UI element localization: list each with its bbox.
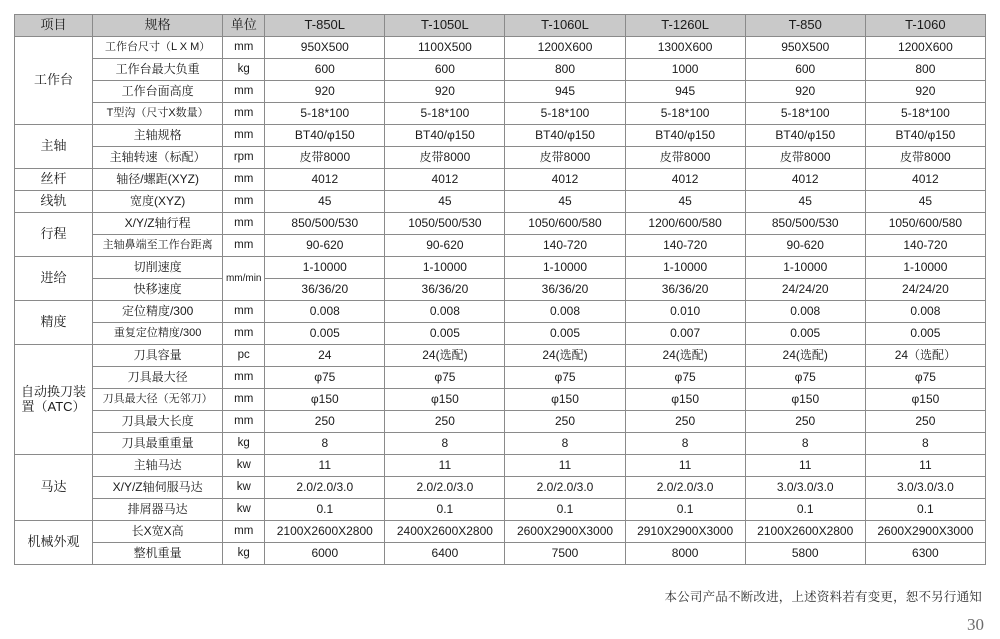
value-cell: 1-10000 — [625, 257, 745, 279]
value-cell: 850/500/530 — [745, 213, 865, 235]
page-number: 30 — [967, 615, 984, 634]
item-label: 主轴转速（标配） — [93, 147, 223, 169]
table-row — [15, 257, 986, 279]
header-cell-model-3: T-1060L — [505, 15, 625, 37]
unit-label: mm — [223, 521, 265, 543]
unit-label: mm — [223, 301, 265, 323]
value-cell: 4012 — [745, 169, 865, 191]
value-cell: 800 — [505, 59, 625, 81]
value-cell: 2600X2900X3000 — [865, 521, 985, 543]
unit-label: rpm — [223, 147, 265, 169]
item-label: 工作台尺寸（L X M） — [93, 37, 223, 59]
value-cell: 0.1 — [265, 499, 385, 521]
value-cell: 0.005 — [385, 323, 505, 345]
value-cell: 8 — [865, 433, 985, 455]
unit-label: mm — [223, 37, 265, 59]
value-cell: 0.008 — [265, 301, 385, 323]
value-cell: 600 — [265, 59, 385, 81]
value-cell: 920 — [865, 81, 985, 103]
unit-label: mm — [223, 323, 265, 345]
value-cell: 45 — [745, 191, 865, 213]
value-cell: 24(选配) — [385, 345, 505, 367]
value-cell: 11 — [505, 455, 625, 477]
value-cell: 0.008 — [865, 301, 985, 323]
value-cell: 1050/500/530 — [385, 213, 505, 235]
header-cell-model-4: T-1260L — [625, 15, 745, 37]
item-label: 切削速度 — [93, 257, 223, 279]
value-cell: 24/24/20 — [745, 279, 865, 301]
value-cell: 250 — [385, 411, 505, 433]
specification-table — [14, 14, 986, 565]
value-cell: φ75 — [745, 367, 865, 389]
value-cell: 5-18*100 — [625, 103, 745, 125]
value-cell: 4012 — [505, 169, 625, 191]
value-cell: BT40/φ150 — [745, 125, 865, 147]
value-cell: 800 — [865, 59, 985, 81]
table-header-row — [15, 15, 986, 37]
value-cell: 2.0/2.0/3.0 — [625, 477, 745, 499]
value-cell: φ75 — [505, 367, 625, 389]
table-row — [15, 169, 986, 191]
value-cell: BT40/φ150 — [625, 125, 745, 147]
value-cell: 2100X2600X2800 — [745, 521, 865, 543]
value-cell: BT40/φ150 — [865, 125, 985, 147]
value-cell: 250 — [865, 411, 985, 433]
unit-label: mm — [223, 191, 265, 213]
value-cell: 2.0/2.0/3.0 — [385, 477, 505, 499]
value-cell: 250 — [625, 411, 745, 433]
value-cell: 11 — [745, 455, 865, 477]
value-cell: 1200X600 — [865, 37, 985, 59]
value-cell: 250 — [505, 411, 625, 433]
value-cell: 90-620 — [745, 235, 865, 257]
unit-label: mm — [223, 169, 265, 191]
value-cell: 45 — [625, 191, 745, 213]
table-header — [15, 15, 986, 37]
value-cell: 140-720 — [865, 235, 985, 257]
table-row — [15, 125, 986, 147]
value-cell: 24/24/20 — [865, 279, 985, 301]
group-label-ballscrew: 丝杆 — [15, 169, 93, 191]
value-cell: 90-620 — [385, 235, 505, 257]
value-cell: φ75 — [265, 367, 385, 389]
value-cell: 1200/600/580 — [625, 213, 745, 235]
table-row — [15, 279, 986, 301]
value-cell: 36/36/20 — [505, 279, 625, 301]
value-cell: 1-10000 — [505, 257, 625, 279]
table-row — [15, 323, 986, 345]
value-cell: 皮带8000 — [625, 147, 745, 169]
group-label-atc: 自动换刀装置（ATC） — [15, 345, 93, 455]
item-label: 主轴鼻端至工作台距离 — [93, 235, 223, 257]
unit-label: mm — [223, 103, 265, 125]
group-label-spindle: 主轴 — [15, 125, 93, 169]
table-body — [15, 37, 986, 565]
item-label: 刀具容量 — [93, 345, 223, 367]
unit-label: kg — [223, 59, 265, 81]
group-label-feed: 进给 — [15, 257, 93, 301]
value-cell: 950X500 — [745, 37, 865, 59]
value-cell: 920 — [265, 81, 385, 103]
value-cell: 0.010 — [625, 301, 745, 323]
value-cell: 11 — [385, 455, 505, 477]
table-row — [15, 103, 986, 125]
item-label: 整机重量 — [93, 543, 223, 565]
table-row — [15, 411, 986, 433]
value-cell: 24（选配） — [865, 345, 985, 367]
value-cell: 5800 — [745, 543, 865, 565]
item-label: 主轴规格 — [93, 125, 223, 147]
value-cell: 250 — [745, 411, 865, 433]
value-cell: 2910X2900X3000 — [625, 521, 745, 543]
value-cell: 950X500 — [265, 37, 385, 59]
value-cell: 90-620 — [265, 235, 385, 257]
value-cell: 0.008 — [385, 301, 505, 323]
value-cell: 0.005 — [265, 323, 385, 345]
value-cell: 24(选配) — [625, 345, 745, 367]
group-label-accuracy: 精度 — [15, 301, 93, 345]
item-label: 长X宽X高 — [93, 521, 223, 543]
value-cell: 2400X2600X2800 — [385, 521, 505, 543]
table-row — [15, 191, 986, 213]
table-row — [15, 521, 986, 543]
value-cell: 24(选配) — [505, 345, 625, 367]
value-cell: 皮带8000 — [865, 147, 985, 169]
value-cell: 45 — [865, 191, 985, 213]
value-cell: 8 — [385, 433, 505, 455]
table-row — [15, 543, 986, 565]
item-label: 排屑器马达 — [93, 499, 223, 521]
value-cell: 36/36/20 — [385, 279, 505, 301]
value-cell: BT40/φ150 — [505, 125, 625, 147]
value-cell: 0.007 — [625, 323, 745, 345]
header-cell-unit: 单位 — [223, 15, 265, 37]
value-cell: 0.008 — [745, 301, 865, 323]
value-cell: 24 — [265, 345, 385, 367]
value-cell: 1-10000 — [865, 257, 985, 279]
value-cell: 6000 — [265, 543, 385, 565]
value-cell: 皮带8000 — [505, 147, 625, 169]
unit-label: mm — [223, 367, 265, 389]
value-cell: 1200X600 — [505, 37, 625, 59]
value-cell: 0.005 — [745, 323, 865, 345]
unit-label: pc — [223, 345, 265, 367]
value-cell: 945 — [625, 81, 745, 103]
value-cell: 36/36/20 — [265, 279, 385, 301]
header-cell-model-5: T-850 — [745, 15, 865, 37]
value-cell: 0.1 — [745, 499, 865, 521]
item-label: 快移速度 — [93, 279, 223, 301]
value-cell: BT40/φ150 — [265, 125, 385, 147]
item-label: 工作台最大负重 — [93, 59, 223, 81]
value-cell: 1050/600/580 — [505, 213, 625, 235]
value-cell: 0.005 — [865, 323, 985, 345]
value-cell: 皮带8000 — [265, 147, 385, 169]
value-cell: 8 — [625, 433, 745, 455]
unit-label: kw — [223, 499, 265, 521]
value-cell: 11 — [625, 455, 745, 477]
unit-label: kg — [223, 433, 265, 455]
table-row — [15, 59, 986, 81]
header-cell-model-1: T-850L — [265, 15, 385, 37]
table-row — [15, 147, 986, 169]
value-cell: 2.0/2.0/3.0 — [505, 477, 625, 499]
item-label: 重复定位精度/300 — [93, 323, 223, 345]
value-cell: φ75 — [385, 367, 505, 389]
value-cell: 1100X500 — [385, 37, 505, 59]
item-label: 刀具最重重量 — [93, 433, 223, 455]
value-cell: 11 — [865, 455, 985, 477]
value-cell: 2100X2600X2800 — [265, 521, 385, 543]
table-row — [15, 389, 986, 411]
value-cell: 600 — [745, 59, 865, 81]
table-row — [15, 367, 986, 389]
value-cell: 4012 — [385, 169, 505, 191]
unit-label: kg — [223, 543, 265, 565]
unit-label: kw — [223, 455, 265, 477]
group-label-travel: 行程 — [15, 213, 93, 257]
group-label-linearguide: 线轨 — [15, 191, 93, 213]
unit-label: mm — [223, 235, 265, 257]
item-label: 刀具最大径 — [93, 367, 223, 389]
value-cell: φ75 — [625, 367, 745, 389]
value-cell: φ150 — [265, 389, 385, 411]
table-row — [15, 81, 986, 103]
header-cell-model-2: T-1050L — [385, 15, 505, 37]
value-cell: 4012 — [625, 169, 745, 191]
value-cell: 850/500/530 — [265, 213, 385, 235]
unit-label: mm — [223, 81, 265, 103]
value-cell: 1050/600/580 — [865, 213, 985, 235]
value-cell: 11 — [265, 455, 385, 477]
table-row — [15, 345, 986, 367]
value-cell: 45 — [505, 191, 625, 213]
value-cell: 45 — [385, 191, 505, 213]
value-cell: 2600X2900X3000 — [505, 521, 625, 543]
value-cell: 24(选配) — [745, 345, 865, 367]
unit-label: mm — [223, 125, 265, 147]
value-cell: 皮带8000 — [745, 147, 865, 169]
item-label: 主轴马达 — [93, 455, 223, 477]
value-cell: 2.0/2.0/3.0 — [265, 477, 385, 499]
value-cell: φ150 — [625, 389, 745, 411]
value-cell: 3.0/3.0/3.0 — [745, 477, 865, 499]
value-cell: 7500 — [505, 543, 625, 565]
value-cell: BT40/φ150 — [385, 125, 505, 147]
value-cell: 皮带8000 — [385, 147, 505, 169]
value-cell: 8 — [505, 433, 625, 455]
value-cell: 1-10000 — [265, 257, 385, 279]
header-cell-item: 项目 — [15, 15, 93, 37]
value-cell: 0.005 — [505, 323, 625, 345]
unit-label: kw — [223, 477, 265, 499]
value-cell: 5-18*100 — [505, 103, 625, 125]
value-cell: 0.1 — [505, 499, 625, 521]
item-label: X/Y/Z轴伺服马达 — [93, 477, 223, 499]
item-label: 刀具最大径（无邻刀） — [93, 389, 223, 411]
value-cell: 0.1 — [625, 499, 745, 521]
value-cell: 0.1 — [865, 499, 985, 521]
value-cell: 5-18*100 — [265, 103, 385, 125]
unit-label: mm/min — [223, 257, 265, 301]
item-label: 定位精度/300 — [93, 301, 223, 323]
value-cell: φ75 — [865, 367, 985, 389]
header-cell-spec: 规格 — [93, 15, 223, 37]
item-label: X/Y/Z轴行程 — [93, 213, 223, 235]
value-cell: 1-10000 — [745, 257, 865, 279]
value-cell: 0.008 — [505, 301, 625, 323]
value-cell: 4012 — [265, 169, 385, 191]
header-cell-model-6: T-1060 — [865, 15, 985, 37]
value-cell: 140-720 — [505, 235, 625, 257]
value-cell: 4012 — [865, 169, 985, 191]
item-label: T型沟（尺寸X数量） — [93, 103, 223, 125]
item-label: 宽度(XYZ) — [93, 191, 223, 213]
value-cell: 3.0/3.0/3.0 — [865, 477, 985, 499]
table-row — [15, 455, 986, 477]
value-cell: 8 — [745, 433, 865, 455]
value-cell: φ150 — [745, 389, 865, 411]
value-cell: 45 — [265, 191, 385, 213]
table-row — [15, 235, 986, 257]
value-cell: 8000 — [625, 543, 745, 565]
unit-label: mm — [223, 389, 265, 411]
item-label: 轴径/螺距(XYZ) — [93, 169, 223, 191]
value-cell: φ150 — [865, 389, 985, 411]
value-cell: φ150 — [385, 389, 505, 411]
value-cell: 1300X600 — [625, 37, 745, 59]
value-cell: 6300 — [865, 543, 985, 565]
disclaimer-note: 本公司产品不断改进，上述资料若有变更，恕不另行通知 — [664, 590, 982, 604]
item-label: 刀具最大长度 — [93, 411, 223, 433]
value-cell: 140-720 — [625, 235, 745, 257]
value-cell: 8 — [265, 433, 385, 455]
table-row — [15, 477, 986, 499]
value-cell: 945 — [505, 81, 625, 103]
group-label-dimensions: 机械外观 — [15, 521, 93, 565]
value-cell: φ150 — [505, 389, 625, 411]
group-label-motor: 马达 — [15, 455, 93, 521]
value-cell: 5-18*100 — [865, 103, 985, 125]
unit-label: mm — [223, 213, 265, 235]
table-row — [15, 37, 986, 59]
value-cell: 1-10000 — [385, 257, 505, 279]
value-cell: 5-18*100 — [745, 103, 865, 125]
value-cell: 0.1 — [385, 499, 505, 521]
value-cell: 600 — [385, 59, 505, 81]
table-row — [15, 213, 986, 235]
item-label: 工作台面高度 — [93, 81, 223, 103]
table-row — [15, 499, 986, 521]
value-cell: 920 — [745, 81, 865, 103]
value-cell: 5-18*100 — [385, 103, 505, 125]
value-cell: 36/36/20 — [625, 279, 745, 301]
table-row — [15, 301, 986, 323]
unit-label: mm — [223, 411, 265, 433]
value-cell: 6400 — [385, 543, 505, 565]
value-cell: 250 — [265, 411, 385, 433]
group-label-worktable: 工作台 — [15, 37, 93, 125]
value-cell: 920 — [385, 81, 505, 103]
value-cell: 1000 — [625, 59, 745, 81]
table-row — [15, 433, 986, 455]
